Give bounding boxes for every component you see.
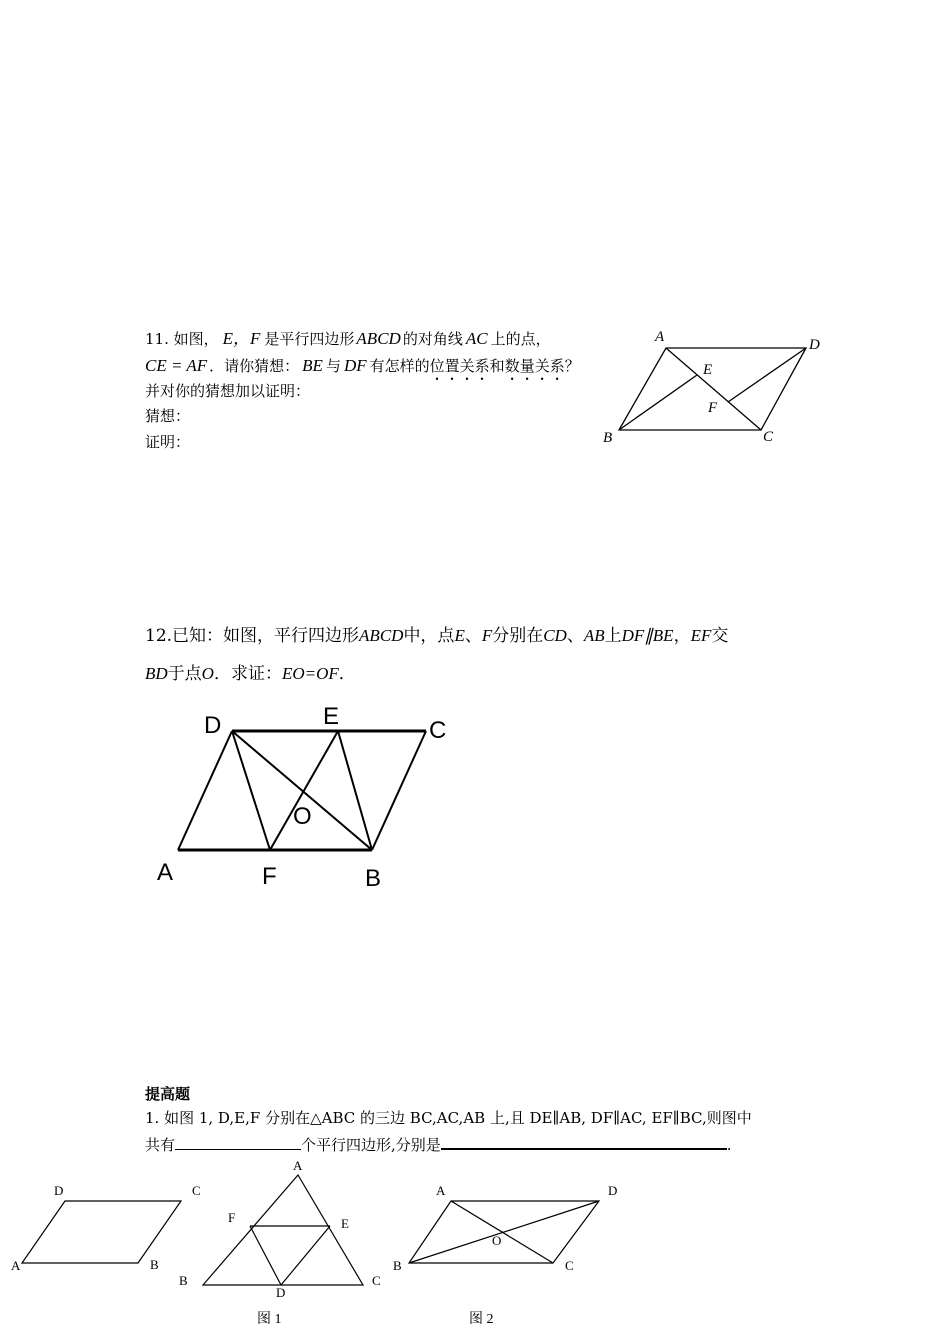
q11-line3: 并对你的猜想加以证明： — [145, 382, 311, 400]
q11-proof-label: 证明： — [145, 433, 191, 451]
q12-text: 中，点 — [403, 626, 455, 646]
q11-text: 是平行四边形 — [264, 330, 355, 348]
q11-text: 上的点， — [490, 330, 551, 348]
q12-text: ．求证： — [213, 664, 282, 684]
adv-para-label-d: D — [54, 1183, 64, 1198]
q12-label-o: O — [293, 803, 312, 830]
adv-para-label-c: C — [192, 1183, 201, 1198]
fig1-label-a: A — [293, 1158, 303, 1173]
q12-text: 交 — [711, 626, 729, 646]
q12-text: 上 — [604, 626, 622, 646]
q11-guess-label: 猜想： — [145, 407, 191, 425]
q12-var: ABCD — [359, 626, 404, 645]
q12-var: CD — [543, 626, 567, 645]
q11-text: 11. 如图， — [145, 330, 219, 348]
q11-text: 和 — [489, 357, 505, 375]
fig1-label-d: D — [276, 1285, 286, 1300]
q12-var: O — [201, 664, 214, 683]
q11-var-ce-af: CE = AF — [145, 356, 208, 375]
q12-label-e: E — [323, 703, 340, 730]
q11-label-e: E — [703, 362, 713, 378]
q12-var: E — [454, 626, 465, 645]
advanced-q1-text: 共有 — [145, 1136, 176, 1154]
q11-label-d: D — [809, 337, 820, 353]
q11-text: 的对角线 — [402, 330, 463, 348]
q12-var: EO=OF — [281, 664, 339, 683]
adv-para-label-a: A — [11, 1258, 21, 1273]
fig2-label-c: C — [565, 1258, 574, 1273]
q11-var-abcd: ABCD — [356, 329, 401, 348]
q12-text: ． — [338, 664, 356, 684]
fig1-segment-ed — [281, 1226, 330, 1285]
q12-text: 分别在 — [492, 626, 544, 646]
q11-var-ac: AC — [465, 329, 488, 348]
q11-var-be: BE — [302, 356, 323, 375]
q12-text: 于点 — [167, 664, 202, 684]
advanced-q1-text: 个平行四边形,分别是 — [301, 1136, 441, 1154]
q12-text: 、 — [566, 626, 584, 646]
q12-var: BD — [145, 664, 168, 683]
q11-label-a: A — [655, 329, 665, 345]
q11-label-c: C — [763, 429, 774, 445]
fig1-caption: 图 1 — [257, 1312, 282, 1327]
fig2-caption: 图 2 — [469, 1312, 494, 1327]
fig2-label-b: B — [393, 1258, 402, 1273]
advanced-q1-line1: 1. 如图 1, D,E,F 分别在△ABC 的三边 BC,AC,AB 上,且 DE∥AB, DF∥AC, EF∥BC,则图中 — [145, 1109, 752, 1127]
q12-label-a: A — [157, 859, 174, 886]
fig2-label-d: D — [608, 1183, 618, 1198]
q11-var-df: DF — [343, 356, 367, 375]
q12-var: F — [481, 626, 493, 645]
fig2-label-a: A — [436, 1183, 446, 1198]
q12-var: AB — [583, 626, 605, 645]
fig1-label-c: C — [372, 1273, 381, 1288]
fig2-label-o: O — [492, 1233, 502, 1248]
fig2-diagonal-bd — [409, 1201, 599, 1263]
adv-para-label-b: B — [150, 1257, 159, 1272]
fig1-triangle-abc — [203, 1175, 363, 1285]
q12-text: 、 — [464, 626, 482, 646]
q11-label-f: F — [708, 400, 718, 416]
q12-text: ， — [673, 626, 691, 646]
q12-label-b: B — [365, 865, 382, 892]
fig1-label-b: B — [179, 1273, 188, 1288]
advanced-q1-text: . — [726, 1136, 732, 1154]
q11-text: ？ — [564, 357, 580, 375]
q11-var-ef: E，F — [222, 329, 261, 348]
q12-text: 12.已知：如图，平行四边形 — [145, 626, 360, 646]
adv-parallelogram — [22, 1201, 181, 1263]
q11-text: ．请你猜想： — [209, 357, 300, 375]
fig1-label-f: F — [228, 1210, 236, 1225]
q12-var: EF — [690, 626, 712, 645]
advanced-heading: 提高题 — [145, 1085, 191, 1103]
q11-emph-position: 位置关系 — [429, 357, 490, 375]
q12-var: DF∥BE — [621, 626, 674, 645]
q12-label-d: D — [204, 712, 222, 739]
q11-text: 有怎样的 — [369, 357, 430, 375]
q12-label-f: F — [262, 863, 277, 890]
q11-emph-quantity: 数量关系 — [504, 357, 565, 375]
fig1-segment-fd — [250, 1226, 281, 1285]
q12-label-c: C — [429, 717, 447, 744]
fig2-diagonal-ac — [451, 1201, 553, 1263]
q11-text: 与 — [325, 357, 341, 375]
fig1-label-e: E — [341, 1216, 349, 1231]
q11-label-b: B — [603, 430, 613, 446]
